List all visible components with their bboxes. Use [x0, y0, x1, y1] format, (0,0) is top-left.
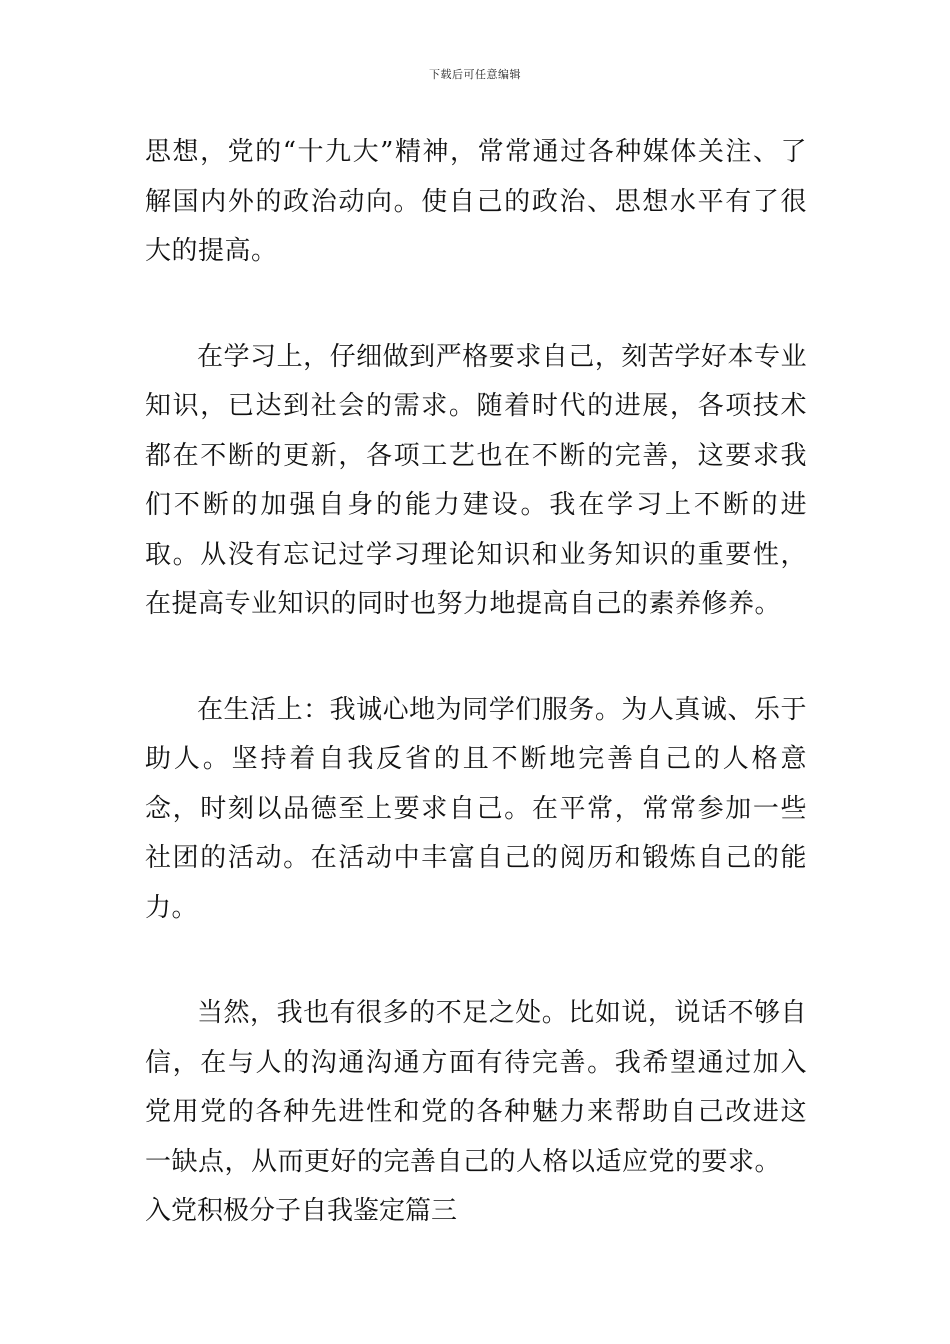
paragraph-life: 在生活上：我诚心地为同学们服务。为人真诚、乐于助人。坚持着自我反省的且不断地完善自己的人格意念，时刻以品德至上要求自己。在平常，常常参加一些社团的活动。在活动中丰富自己的阅历和锻炼自己的能力。 [145, 694, 807, 923]
paragraph-gap [145, 277, 807, 333]
section-heading: 入党积极分子自我鉴定篇三 [145, 1196, 458, 1226]
paragraph-gap [145, 933, 807, 989]
document-body [145, 128, 807, 1231]
paragraph-study: 在学习上，仔细做到严格要求自己，刻苦学好本专业知识，已达到社会的需求。随着时代的进展，各项技术都在不断的更新，各项工艺也在不断的完善，这要求我们不断的加强自身的能力建设。我在学习上不断的进取。从没有忘记过学习理论知识和业务知识的重要性，在提高专业知识的同时也努力地提高自己的素养修养。 [145, 341, 807, 619]
paragraph-shortcomings: 当然，我也有很多的不足之处。比如说，说话不够自信，在与人的沟通沟通方面有待完善。我希望通过加入党用党的各种先进性和党的各种魅力来帮助自己改进这一缺点，从而更好的完善自己的人格以适应党的要求。 [145, 998, 807, 1177]
paragraph-politics: 思想，党的“十九大”精神，常常通过各种媒体关注、了解国内外的政治动向。使自己的政治、思想水平有了很大的提高。 [145, 137, 807, 266]
page-header: 下载后可任意编辑 [429, 68, 521, 81]
paragraph-gap [145, 630, 807, 686]
